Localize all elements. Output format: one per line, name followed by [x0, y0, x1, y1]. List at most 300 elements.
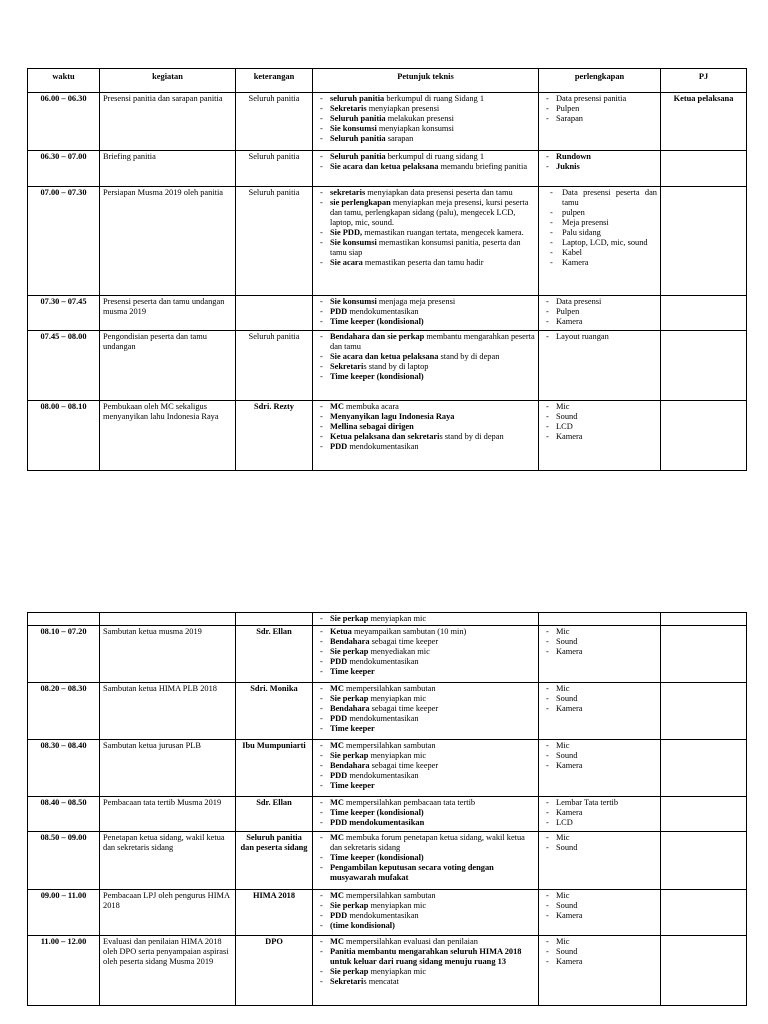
bold-text: Sie perkap	[330, 751, 369, 760]
bold-text: PDD	[330, 714, 348, 723]
text: mempersilahkan sambutan	[343, 741, 436, 750]
text: s stand by di depan	[439, 432, 504, 441]
text: membuka acara	[343, 402, 399, 411]
bold-text: Seluruh panitia	[330, 134, 386, 143]
cell-waktu: 07.00 – 07.30	[28, 187, 100, 296]
text: Pulpen	[556, 307, 580, 316]
list-item	[542, 162, 657, 172]
text: Sound	[556, 843, 578, 852]
text: Mic	[556, 833, 570, 842]
cell-petunjuk-teknis-list	[316, 627, 535, 677]
list-item	[542, 188, 657, 208]
list-item	[316, 627, 535, 637]
cell-perlengkapan-list	[542, 937, 657, 967]
text: Kamera	[556, 808, 583, 817]
table-header-row	[28, 69, 747, 93]
list-item	[316, 228, 535, 238]
list-item	[542, 307, 657, 317]
list-item	[542, 647, 657, 657]
cell-perlengkapan-list	[542, 798, 657, 828]
text: menyiapkan konsumsi	[376, 124, 455, 133]
list-item	[316, 921, 535, 931]
list-item	[542, 751, 657, 761]
cell-perlengkapan	[539, 936, 661, 1006]
cell-kegiatan: Penetapan ketua sidang, wakil ketua dan sekretaris sidang	[100, 832, 236, 890]
bold-text: Seluruh panitia	[330, 152, 386, 161]
list-item	[316, 188, 535, 198]
schedule-table-part2	[27, 612, 747, 1006]
cell-perlengkapan-list	[542, 94, 657, 124]
cell-perlengkapan-list	[542, 402, 657, 442]
cell-perlengkapan-list	[542, 891, 657, 921]
list-item	[542, 297, 657, 307]
bold-text: Juknis	[556, 162, 580, 171]
bold-text: Time keeper	[330, 781, 375, 790]
text: Kamera	[556, 317, 583, 326]
cell-keterangan: Sdr. Ellan	[236, 626, 313, 683]
bold-text: MC	[330, 937, 344, 946]
bold-text: Sekretaris	[330, 104, 367, 113]
text: Kamera	[556, 957, 583, 966]
text: Sound	[556, 947, 578, 956]
bold-text: Pengambilan keputusan secara voting dengan musyawarah mufakat	[330, 863, 494, 882]
cell-waktu: 07.30 – 07.45	[28, 296, 100, 331]
list-item	[316, 317, 535, 327]
bold-text: Sie acara dan ketua pelaksana	[330, 352, 439, 361]
cell-petunjuk-teknis-list	[316, 833, 535, 883]
text: Kamera	[562, 258, 589, 267]
text: mempersilahkan evaluasi dan penilaian	[343, 937, 478, 946]
list-item	[316, 667, 535, 677]
bold-text: MC	[330, 684, 344, 693]
cell-keterangan: Seluruh panitia	[236, 187, 313, 296]
list-item	[316, 94, 535, 104]
table-row	[28, 187, 747, 296]
list-item	[542, 218, 657, 228]
list-item	[316, 891, 535, 901]
cell-kegiatan: Presensi panitia dan sarapan panitia	[100, 93, 236, 151]
list-item	[316, 853, 535, 863]
cell-petunjuk-teknis	[313, 683, 539, 740]
text: memastikan ruangan tertata, mengecek kamera.	[362, 228, 524, 237]
table-row	[28, 740, 747, 797]
list-item	[542, 94, 657, 104]
cell-perlengkapan-list	[542, 684, 657, 714]
text: Mic	[556, 741, 570, 750]
text: Data presensi panitia	[556, 94, 627, 103]
list-item	[316, 741, 535, 751]
text: memastikan konsumsi panitia, peserta dan tamu siap	[330, 238, 521, 257]
cell-petunjuk-teknis-list	[316, 188, 535, 268]
bold-text: sekretaris	[330, 188, 366, 197]
list-item	[542, 258, 657, 268]
list-item	[316, 901, 535, 911]
list-item	[542, 741, 657, 751]
text: menyiapkan mic	[368, 901, 427, 910]
text: Pulpen	[556, 104, 580, 113]
text: menyiapkan mic	[368, 614, 427, 623]
list-item	[316, 442, 535, 452]
cell-petunjuk-teknis	[313, 832, 539, 890]
cell-kegiatan: Sambutan ketua jurusan PLB	[100, 740, 236, 797]
text: Kamera	[556, 647, 583, 656]
text: menyiapkan presensi	[366, 104, 440, 113]
cell-petunjuk-teknis	[313, 740, 539, 797]
bold-text: Sie konsumsi	[330, 297, 377, 306]
cell-petunjuk-teknis-list	[316, 614, 535, 624]
table-row	[28, 331, 747, 401]
list-item	[542, 208, 657, 218]
cell-petunjuk-teknis-list	[316, 741, 535, 791]
schedule-table-part1	[27, 68, 747, 471]
text: membantu mengarahkan peserta dan tamu	[330, 332, 535, 351]
cell-perlengkapan	[539, 331, 661, 401]
text: menjaga meja presensi	[376, 297, 456, 306]
text: Kamera	[556, 761, 583, 770]
list-item	[542, 412, 657, 422]
list-item	[542, 114, 657, 124]
list-item	[542, 937, 657, 947]
bold-text: Bendahara	[330, 704, 370, 713]
header-keterangan: keterangan	[236, 69, 313, 93]
cell-petunjuk-teknis-list	[316, 152, 535, 172]
cell-keterangan: Seluruh panitia	[236, 93, 313, 151]
cell-kegiatan: Presensi peserta dan tamu undangan musma 2019	[100, 296, 236, 331]
bold-text: Time keeper (kondisional)	[330, 853, 424, 862]
cell-pj	[661, 151, 747, 187]
list-item	[542, 637, 657, 647]
list-item	[316, 694, 535, 704]
table-row	[28, 613, 747, 626]
table-row	[28, 151, 747, 187]
cell-perlengkapan	[539, 797, 661, 832]
cell-keterangan: Seluruh panitia	[236, 331, 313, 401]
cell-kegiatan	[100, 613, 236, 626]
text: memastikan peserta dan tamu hadir	[362, 258, 484, 267]
bold-text: Sie konsumsi	[330, 124, 377, 133]
table-row	[28, 401, 747, 471]
bold-text: (time kondisional)	[330, 921, 395, 930]
cell-perlengkapan-list	[542, 741, 657, 771]
list-item	[542, 901, 657, 911]
cell-waktu: 09.00 – 11.00	[28, 890, 100, 936]
cell-pj	[661, 401, 747, 471]
cell-petunjuk-teknis-list	[316, 297, 535, 327]
list-item	[316, 684, 535, 694]
bold-text: Sie PDD,	[330, 228, 363, 237]
bold-text: MC	[330, 798, 344, 807]
text: Sound	[556, 637, 578, 646]
list-item	[542, 332, 657, 342]
list-item	[316, 104, 535, 114]
list-item	[316, 614, 535, 624]
list-item	[316, 637, 535, 647]
table-row	[28, 797, 747, 832]
cell-petunjuk-teknis	[313, 93, 539, 151]
header-perlengkapan: perlengkapan	[539, 69, 661, 93]
cell-petunjuk-teknis	[313, 151, 539, 187]
bold-text: PDD	[330, 307, 348, 316]
list-item	[316, 432, 535, 442]
cell-perlengkapan	[539, 613, 661, 626]
text: memandu briefing panitia	[438, 162, 528, 171]
list-item	[316, 704, 535, 714]
list-item	[316, 833, 535, 853]
cell-perlengkapan-list	[542, 152, 657, 172]
list-item	[316, 332, 535, 352]
table-row	[28, 626, 747, 683]
cell-perlengkapan	[539, 626, 661, 683]
list-item	[316, 863, 535, 883]
list-item	[316, 771, 535, 781]
list-item	[542, 704, 657, 714]
list-item	[542, 694, 657, 704]
cell-pj	[661, 683, 747, 740]
cell-perlengkapan	[539, 296, 661, 331]
cell-waktu: 08.00 – 08.10	[28, 401, 100, 471]
list-item	[542, 891, 657, 901]
text: Sarapan	[556, 114, 583, 123]
list-item	[316, 372, 535, 382]
text: Sound	[556, 694, 578, 703]
text: menyiapkan mic	[368, 751, 427, 760]
cell-waktu: 08.40 – 08.50	[28, 797, 100, 832]
list-item	[316, 781, 535, 791]
bold-text: Sie acara dan ketua pelaksana	[330, 162, 439, 171]
list-item	[316, 967, 535, 977]
cell-petunjuk-teknis-list	[316, 798, 535, 828]
cell-petunjuk-teknis	[313, 613, 539, 626]
cell-perlengkapan	[539, 151, 661, 187]
list-item	[316, 307, 535, 317]
bold-text: Sie perkap	[330, 614, 369, 623]
cell-petunjuk-teknis-list	[316, 937, 535, 987]
text: Sound	[556, 751, 578, 760]
cell-perlengkapan	[539, 401, 661, 471]
bold-text: MC	[330, 741, 344, 750]
text: Lembar Tata tertib	[556, 798, 619, 807]
cell-pj	[661, 626, 747, 683]
text: Kamera	[556, 911, 583, 920]
cell-keterangan	[236, 296, 313, 331]
bold-text: Time keeper (kondisional)	[330, 317, 424, 326]
bold-text: MC	[330, 891, 344, 900]
list-item	[542, 798, 657, 808]
cell-petunjuk-teknis	[313, 331, 539, 401]
cell-keterangan: Sdr. Ellan	[236, 797, 313, 832]
text: Kabel	[562, 248, 582, 257]
bold-text: Sie perkap	[330, 694, 369, 703]
cell-pj	[661, 740, 747, 797]
cell-petunjuk-teknis-list	[316, 402, 535, 452]
list-item	[542, 402, 657, 412]
bold-text: MC	[330, 833, 344, 842]
bold-text: Time keeper	[330, 667, 375, 676]
cell-petunjuk-teknis	[313, 296, 539, 331]
list-item	[542, 684, 657, 694]
bold-text: Time keeper	[330, 724, 375, 733]
cell-waktu: 08.10 – 07.20	[28, 626, 100, 683]
text: LCD	[556, 422, 573, 431]
text: Mic	[556, 891, 570, 900]
bold-text: Rundown	[556, 152, 591, 161]
text: Kamera	[556, 704, 583, 713]
text: Mic	[556, 627, 570, 636]
list-item	[542, 957, 657, 967]
text: pulpen	[562, 208, 585, 217]
list-item	[542, 808, 657, 818]
list-item	[316, 724, 535, 734]
bold-text: Time keeper (kondisional)	[330, 372, 424, 381]
bold-text: Bendahara	[330, 637, 370, 646]
cell-petunjuk-teknis	[313, 626, 539, 683]
text: melakukan presensi	[385, 114, 454, 123]
text: menyiapkan mic	[368, 694, 427, 703]
list-item	[542, 833, 657, 843]
list-item	[316, 818, 535, 828]
list-item	[316, 198, 535, 228]
cell-petunjuk-teknis	[313, 890, 539, 936]
bold-text: Sekretari	[330, 362, 364, 371]
cell-waktu: 11.00 – 12.00	[28, 936, 100, 1006]
table-row	[28, 936, 747, 1006]
cell-kegiatan: Pembacaan tata tertib Musma 2019	[100, 797, 236, 832]
list-item	[542, 947, 657, 957]
list-item	[316, 152, 535, 162]
text: mempersilahkan sambutan	[343, 684, 436, 693]
bold-text: Sie acara	[330, 258, 363, 267]
list-item	[316, 258, 535, 268]
bold-text: PDD	[330, 442, 348, 451]
bold-text: Menyanyikan lagu Indonesia Raya	[330, 412, 455, 421]
cell-kegiatan: Pembukaan oleh MC sekaligus menyanyikan lahu Indonesia Raya	[100, 401, 236, 471]
text: Meja presensi	[562, 218, 609, 227]
list-item	[542, 911, 657, 921]
list-item	[316, 238, 535, 258]
cell-pj	[661, 613, 747, 626]
cell-kegiatan: Sambutan ketua musma 2019	[100, 626, 236, 683]
cell-waktu: 06.30 – 07.00	[28, 151, 100, 187]
list-item	[316, 114, 535, 124]
list-item	[316, 402, 535, 412]
text: menyiapkan mic	[368, 967, 427, 976]
list-item	[542, 317, 657, 327]
cell-petunjuk-teknis-list	[316, 332, 535, 382]
cell-keterangan: Sdri. Rezty	[236, 401, 313, 471]
text: Mic	[556, 402, 570, 411]
cell-petunjuk-teknis	[313, 936, 539, 1006]
text: membuka forum penetapan ketua sidang, wakil ketua dan sekretaris sidang	[330, 833, 525, 852]
bold-text: PDD mendokumentasikan	[330, 818, 425, 827]
cell-keterangan: Seluruh panitia	[236, 151, 313, 187]
list-item	[542, 152, 657, 162]
list-item	[542, 248, 657, 258]
cell-perlengkapan	[539, 832, 661, 890]
text: mendokumentasikan	[347, 771, 419, 780]
text: Sound	[556, 901, 578, 910]
text: mendokumentasikan	[347, 911, 419, 920]
cell-keterangan: Ibu Mumpuniarti	[236, 740, 313, 797]
text: Palu sidang	[562, 228, 601, 237]
bold-text: Ketua pelaksana dan sekretari	[330, 432, 440, 441]
bold-text: Sekretari	[330, 977, 364, 986]
cell-perlengkapan-list	[542, 332, 657, 342]
list-item	[316, 362, 535, 372]
text: mendokumentasikan	[347, 442, 419, 451]
cell-kegiatan: Briefing panitia	[100, 151, 236, 187]
text: sebagai time keeper	[369, 761, 439, 770]
list-item	[542, 228, 657, 238]
bold-text: Sie perkap	[330, 647, 369, 656]
list-item	[316, 162, 535, 172]
table-row	[28, 832, 747, 890]
text: Mic	[556, 937, 570, 946]
list-item	[316, 647, 535, 657]
table-row	[28, 93, 747, 151]
text: s mencatat	[363, 977, 399, 986]
list-item	[542, 422, 657, 432]
text: mendokumentasikan	[347, 714, 419, 723]
cell-pj	[661, 331, 747, 401]
text: Data presensi peserta dan tamu	[562, 188, 657, 207]
bold-text: Ketua	[330, 627, 352, 636]
list-item	[316, 798, 535, 808]
list-item	[542, 104, 657, 114]
bold-text: Mellina sebagai dirigen	[330, 422, 414, 431]
bold-text: PDD	[330, 771, 348, 780]
cell-waktu: 08.30 – 08.40	[28, 740, 100, 797]
cell-waktu: 06.00 – 06.30	[28, 93, 100, 151]
text: Data presensi	[556, 297, 602, 306]
list-item	[316, 947, 535, 967]
cell-keterangan	[236, 613, 313, 626]
bold-text: Time keeper (kondisional)	[330, 808, 424, 817]
cell-perlengkapan-list	[542, 297, 657, 327]
list-item	[316, 297, 535, 307]
list-item	[542, 761, 657, 771]
cell-petunjuk-teknis	[313, 797, 539, 832]
cell-waktu: 08.50 – 09.00	[28, 832, 100, 890]
header-kegiatan: kegiatan	[100, 69, 236, 93]
text: mendokumentasikan	[347, 307, 419, 316]
text: Sound	[556, 412, 578, 421]
header-pj: PJ	[661, 69, 747, 93]
cell-keterangan: Seluruh panitia dan peserta sidang	[236, 832, 313, 890]
list-item	[316, 134, 535, 144]
text: Mic	[556, 684, 570, 693]
text: menyediakan mic	[368, 647, 430, 656]
cell-petunjuk-teknis	[313, 401, 539, 471]
list-item	[316, 761, 535, 771]
cell-pj	[661, 936, 747, 1006]
bold-text: Bendahara	[330, 761, 370, 770]
cell-pj	[661, 797, 747, 832]
list-item	[316, 412, 535, 422]
list-item	[316, 657, 535, 667]
text: stand by di depan	[438, 352, 500, 361]
list-item	[316, 937, 535, 947]
cell-petunjuk-teknis-list	[316, 891, 535, 931]
table-row	[28, 890, 747, 936]
cell-petunjuk-teknis-list	[316, 684, 535, 734]
cell-perlengkapan	[539, 740, 661, 797]
bold-text: Seluruh panitia	[330, 114, 386, 123]
cell-kegiatan: Pembacaan LPJ oleh pengurus HIMA 2018	[100, 890, 236, 936]
cell-keterangan: DPO	[236, 936, 313, 1006]
list-item	[316, 808, 535, 818]
text: berkumpul di ruang sidang 1	[385, 152, 485, 161]
table-row	[28, 296, 747, 331]
